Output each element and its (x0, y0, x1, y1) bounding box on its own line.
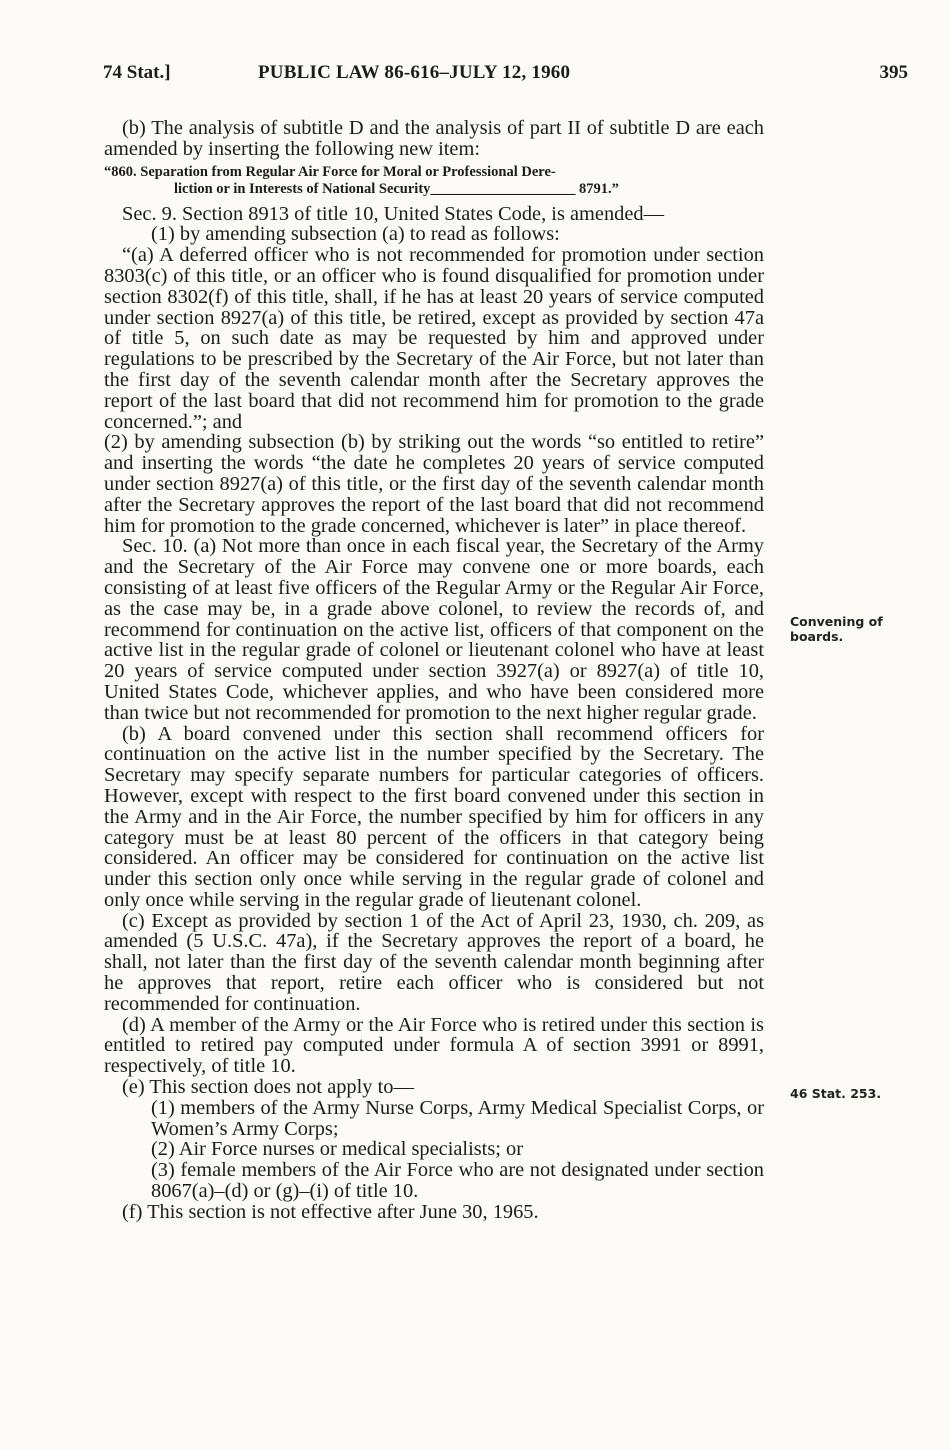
page-number: 395 (879, 62, 908, 83)
page-header (103, 62, 908, 92)
paragraph-b-analysis: (b) The analysis of subtitle D and the analysis of part II of subtitle D are each amended by inserting the following new item: (104, 117, 764, 160)
margin-note-convening: Convening of boards. (790, 614, 883, 644)
law-title: PUBLIC LAW 86-616–JULY 12, 1960 (258, 62, 571, 83)
section-10-d: (d) A member of the Army or the Air Force who is retired under this section is entitled to retired pay computed under formula A of section 3991 or 8991, respectively, of title 10. (104, 1013, 764, 1078)
section-10-e-2: (2) Air Force nurses or medical specialists; or (151, 1138, 524, 1161)
section-10-c: (c) Except as provided by section 1 of the Act of April 23, 1930, ch. 209, as amended (5 U.S.C. 47a), if the Secretary approves the report of a board, he shall, not later than the first day of the seventh calendar month beginning after he approves that report, retire each officer who is considered but not recommended for continuation. (104, 909, 764, 1015)
section-10-e-1: (1) members of the Army Nurse Corps, Army Medical Specialist Corps, or Women’s Army Corps; (151, 1096, 764, 1140)
section-9-intro: Sec. 9. Section 8913 of title 10, United States Code, is amended— (122, 202, 664, 225)
section-9-clause-2: (2) by amending subsection (b) by striking out the words “so entitled to retire” and inserting the words “the date he completes 20 years of service computed under section 8927(a) of this title, or the first day of the seventh calendar month after the Secretary approves the report of the last board that did not recommend him for promotion to the grade concerned, whichever is later” in place thereof. (104, 431, 764, 537)
inserted-item-line1: “860. Separation from Regular Air Force for Moral or Professional Dere- (104, 163, 556, 180)
section-10-e-3: (3) female members of the Air Force who are not designated under section 8067(a)–(d) or (g)–(i) of title 10. (151, 1159, 764, 1203)
section-9-subsection-a: “(a) A deferred officer who is not recommended for promotion under section 8303(c) of this title, or an officer who is found disqualified for promotion under section 8302(f) of this title, shall, if he has at least 20 years of service computed under section 8927(a) of this title, be retired, except as provided by section 47a of title 5, on such date as may be requested by him and approved under regulations to be prescribed by the Secretary of the Air Force, but not later than the first day of the seventh calendar month after the Secretary approves the report of the last board that did not recommend him for promotion to the grade concerned.”; and (104, 244, 764, 433)
statute-reference: 74 Stat.] (103, 62, 171, 83)
inserted-item-line2: liction or in Interests of National Security____________________ 8791.” (174, 180, 619, 197)
section-10-a: Sec. 10. (a) Not more than once in each fiscal year, the Secretary of the Army and the Secretary of the Air Force may convene one or more boards, each consisting of at least five officers of the Regular Army or the Regular Air Force, as the case may be, in a grade above colonel, to review the records of, and recommend for continuation on the active list, officers of that component on the active list in the regular grade of colonel or lieutenant colonel who have at least 20 years of service computed under section 3927(a) or 8927(a) of title 10, United States Code, whichever applies, and who have been considered more than twice but not recommended for promotion to the next higher regular grade. (104, 535, 764, 724)
section-10-f: (f) This section is not effective after June 30, 1965. (122, 1200, 539, 1223)
inserted-item (104, 164, 764, 198)
section-10-b: (b) A board convened under this section shall recommend officers for continuation on the active list in the number specified by the Secretary. The Secretary may specify separate numbers for particular categories of officers. However, except with respect to the first board convened under this section in the Army and in the Air Force, the number specified by him for officers in any category must be at least 80 percent of the officers in that category being considered. An officer may be considered for continuation on the active list under this section only once while serving in the regular grade of colonel and only once while serving in the regular grade of lieutenant colonel. (104, 722, 764, 911)
margin-note-stat: 46 Stat. 253. (790, 1086, 882, 1101)
section-9-clause-1: (1) by amending subsection (a) to read as follows: (151, 223, 560, 246)
section-10-e: (e) This section does not apply to— (122, 1076, 414, 1099)
law-text (104, 118, 764, 1223)
